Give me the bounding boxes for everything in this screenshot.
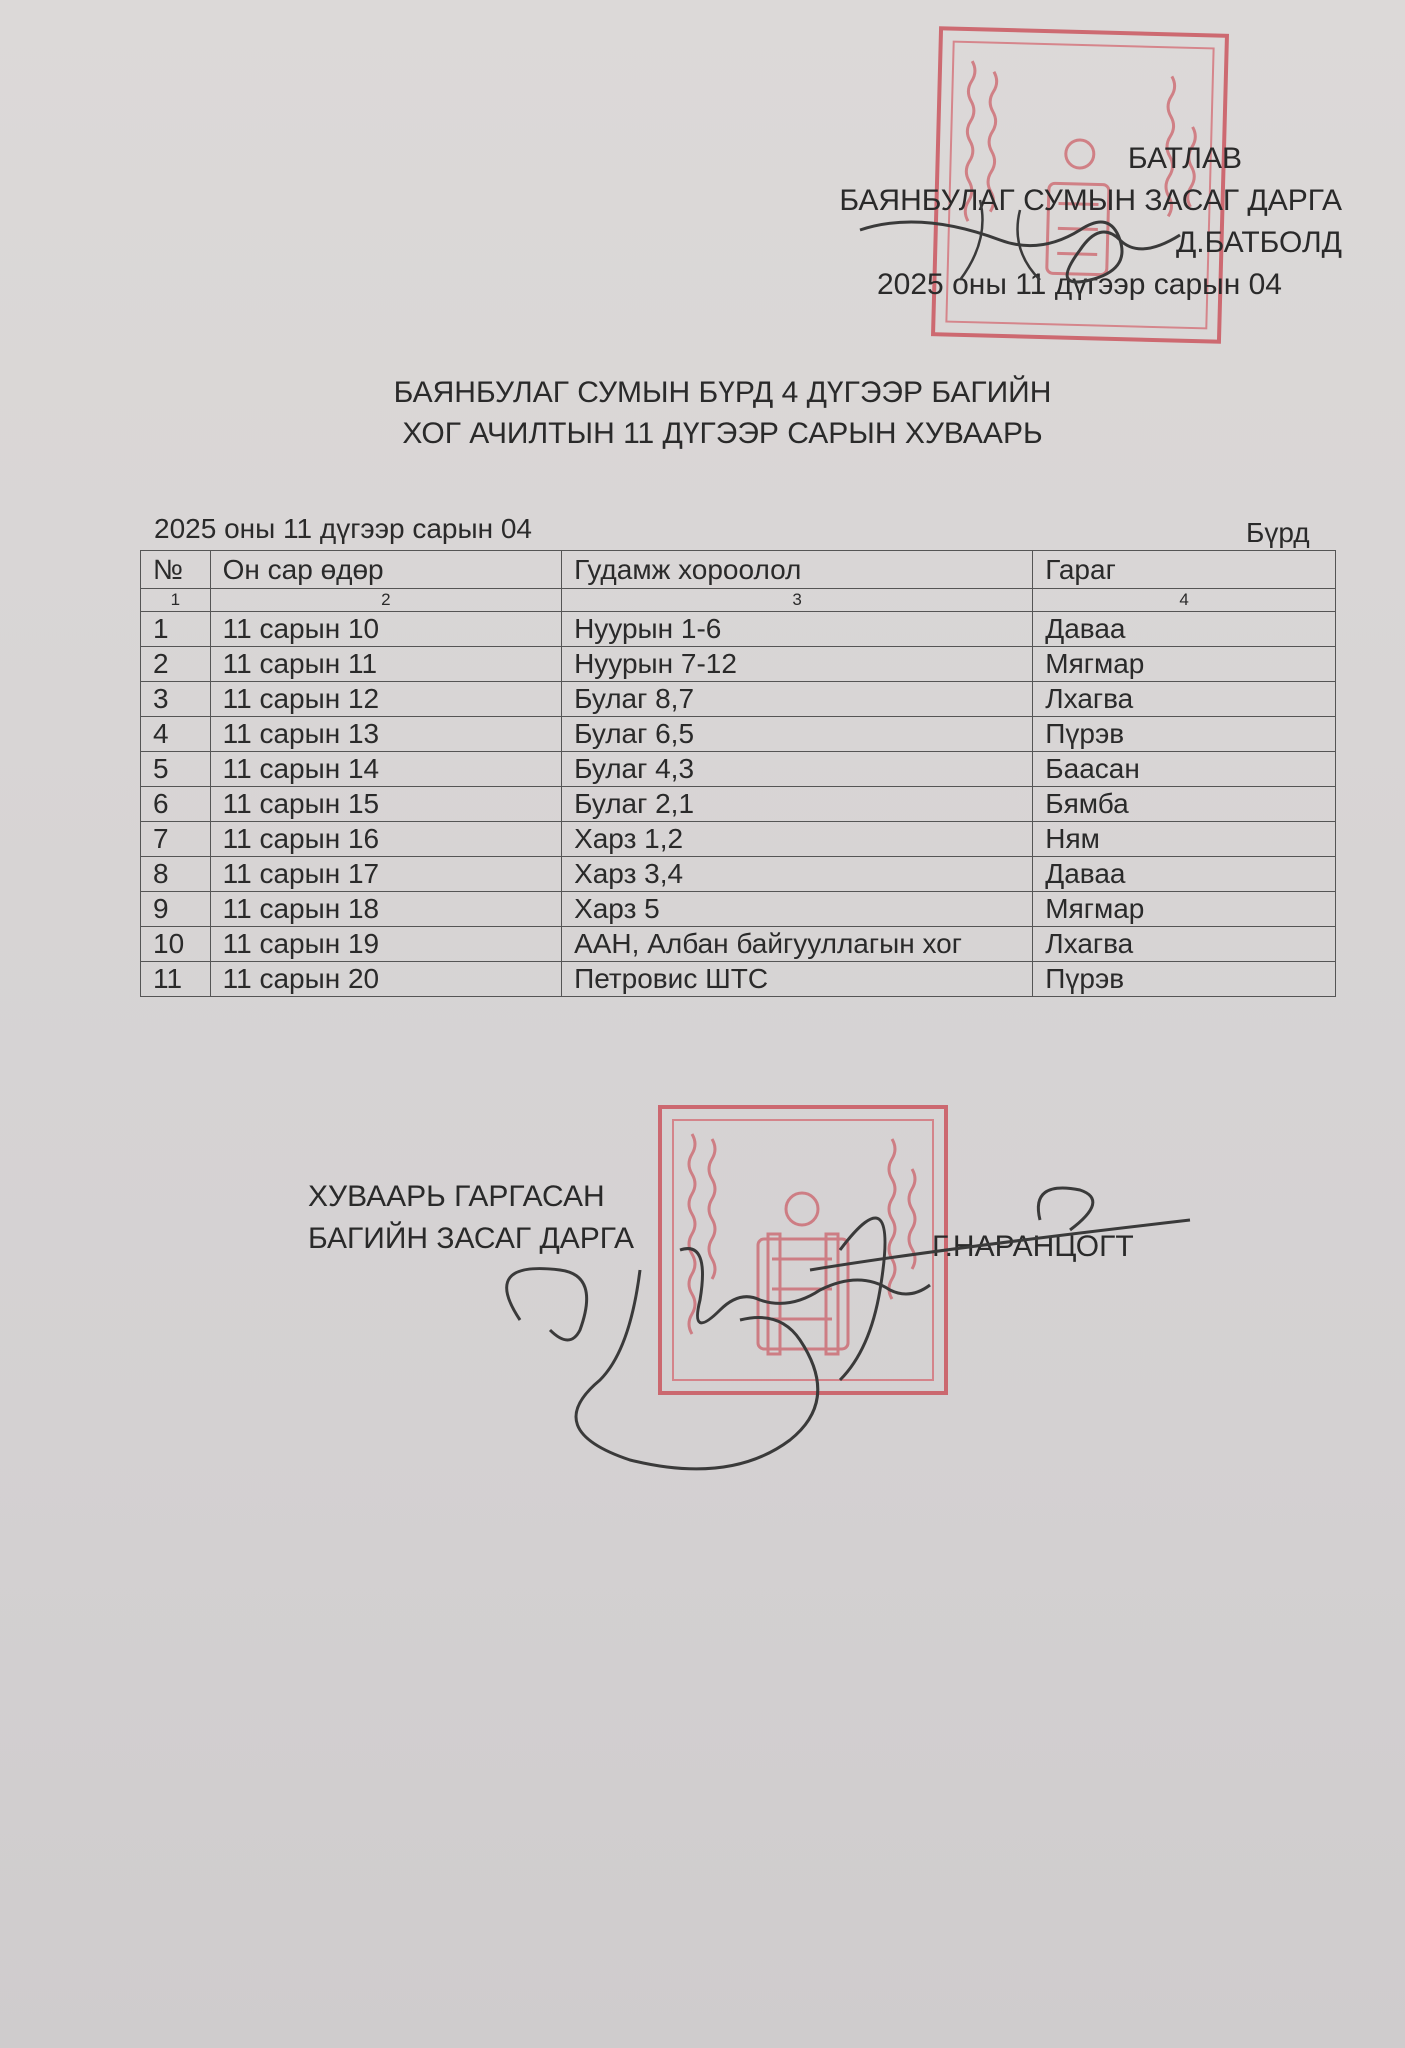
table-row [141,857,1336,892]
row-street: ААН, Албан байгууллагын хог [562,927,1033,962]
row-date: 11 сарын 20 [210,962,561,997]
row-street: Нуурын 1-6 [562,612,1033,647]
header-date: Он сар өдөр [210,551,561,589]
row-date: 11 сарын 11 [210,647,561,682]
row-street: Петровис ШТС [562,962,1033,997]
row-date: 11 сарын 17 [210,857,561,892]
approval-position: БАЯНБУЛАГ СУМЫН ЗАСАГ ДАРГА [839,184,1342,217]
row-street: Булаг 8,7 [562,682,1033,717]
table-index-row [141,589,1336,612]
row-number: 11 [141,962,211,997]
row-weekday: Даваа [1033,857,1336,892]
row-number: 5 [141,752,211,787]
row-date: 11 сарын 16 [210,822,561,857]
table-row [141,717,1336,752]
header-number: № [141,551,211,589]
row-number: 1 [141,612,211,647]
header-street: Гудамж хороолол [562,551,1033,589]
row-date: 11 сарын 15 [210,787,561,822]
row-number: 9 [141,892,211,927]
table-row [141,962,1336,997]
table-row [141,752,1336,787]
footer-name: Г.НАРАНЦОГТ [932,1230,1134,1263]
footer-line-2: БАГИЙН ЗАСАГ ДАРГА [308,1222,635,1255]
row-number: 6 [141,787,211,822]
row-street: Булаг 4,3 [562,752,1033,787]
index-cell: 2 [210,589,561,612]
row-weekday: Пүрэв [1033,717,1336,752]
approval-date: 2025 оны 11 дүгээр сарын 04 [877,268,1282,301]
title-line-2: ХОГ АЧИЛТЫН 11 ДҮГЭЭР САРЫН ХУВААРЬ [402,417,1043,450]
index-cell: 4 [1033,589,1336,612]
row-number: 8 [141,857,211,892]
table-row [141,892,1336,927]
header-weekday: Гараг [1033,551,1336,589]
row-number: 10 [141,927,211,962]
row-date: 11 сарын 12 [210,682,561,717]
document-title [0,372,1405,454]
table-row [141,612,1336,647]
table-row [141,682,1336,717]
row-street: Булаг 2,1 [562,787,1033,822]
schedule-table [140,550,1336,997]
row-street: Харз 5 [562,892,1033,927]
row-weekday: Даваа [1033,612,1336,647]
row-street: Харз 3,4 [562,857,1033,892]
row-weekday: Лхагва [1033,682,1336,717]
table-row [141,927,1336,962]
row-weekday: Баасан [1033,752,1336,787]
table-header-row [141,551,1336,589]
approval-signature [840,180,1240,320]
table-row [141,822,1336,857]
row-number: 4 [141,717,211,752]
row-weekday: Бямба [1033,787,1336,822]
row-number: 3 [141,682,211,717]
row-street: Нуурын 7-12 [562,647,1033,682]
index-cell: 3 [562,589,1033,612]
row-street: Булаг 6,5 [562,717,1033,752]
row-weekday: Пүрэв [1033,962,1336,997]
row-date: 11 сарын 10 [210,612,561,647]
footer-line-1: ХУВААРЬ ГАРГАСАН [308,1180,605,1213]
document-date: 2025 оны 11 дүгээр сарын 04 [154,513,532,544]
row-street: Харз 1,2 [562,822,1033,857]
document-place: Бүрд [1246,517,1310,548]
row-weekday: Мягмар [1033,892,1336,927]
row-date: 11 сарын 14 [210,752,561,787]
row-date: 11 сарын 13 [210,717,561,752]
title-line-1: БАЯНБУЛАГ СУМЫН БҮРД 4 ДҮГЭЭР БАГИЙН [393,376,1052,409]
approval-heading: БАТЛАВ [1127,142,1242,175]
row-number: 2 [141,647,211,682]
row-date: 11 сарын 19 [210,927,561,962]
table-row [141,787,1336,822]
index-cell: 1 [141,589,211,612]
row-weekday: Лхагва [1033,927,1336,962]
row-weekday: Ням [1033,822,1336,857]
approval-name: Д.БАТБОЛД [1175,226,1342,259]
row-number: 7 [141,822,211,857]
table-row [141,647,1336,682]
row-weekday: Мягмар [1033,647,1336,682]
row-date: 11 сарын 18 [210,892,561,927]
footer-signature [480,1150,1240,1450]
